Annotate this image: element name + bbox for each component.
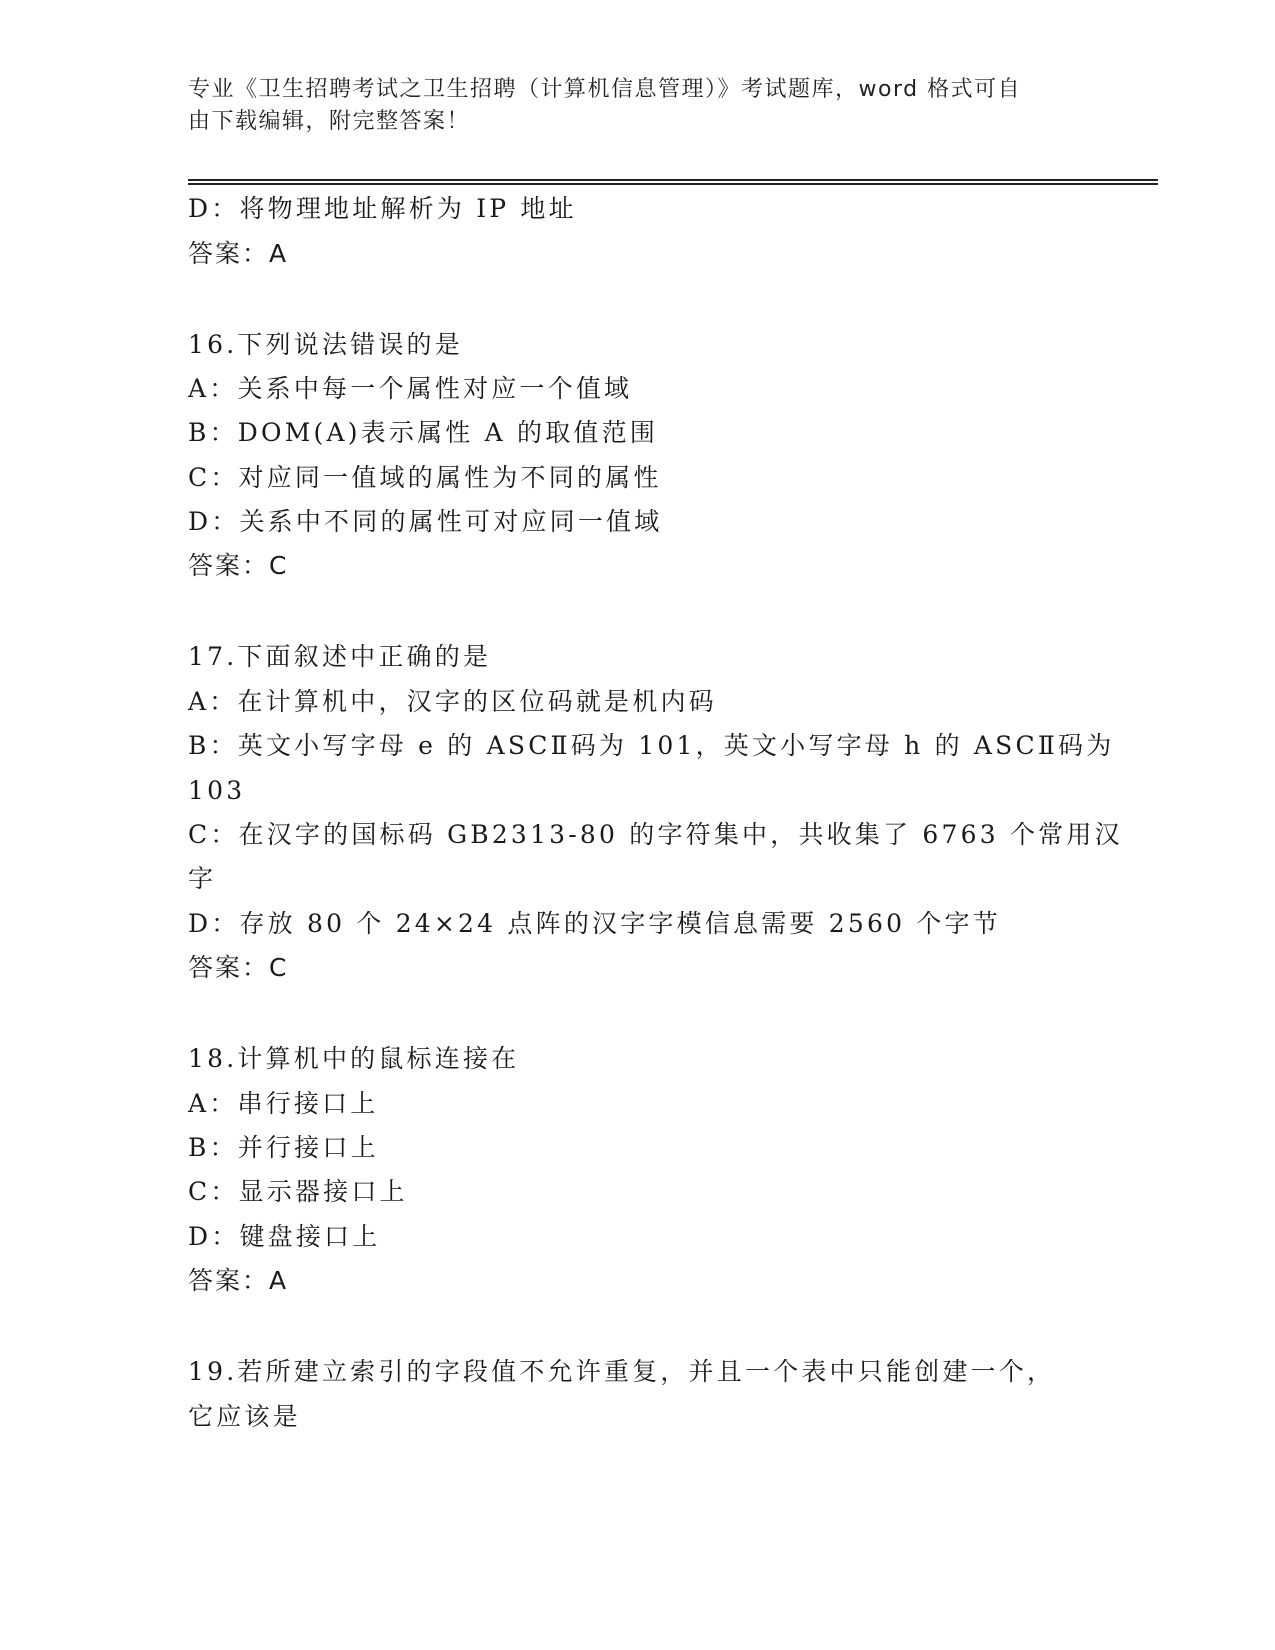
header-divider-bottom [188, 183, 1158, 185]
option-a-q16: A：关系中每一个属性对应一个值域 [188, 374, 633, 403]
header-line-1: 专业《卫生招聘考试之卫生招聘（计算机信息管理）》考试题库，word 格式可自 [188, 77, 1022, 102]
option-c-q16: C：对应同一值域的属性为不同的属性 [188, 463, 662, 492]
question-16: 16.下列说法错误的是 [188, 330, 463, 359]
option-c-q17: C：在汉字的国标码 GB2313-80 的字符集中，共收集了 6763 个常用汉 [188, 820, 1123, 849]
answer-q17: 答案：C [188, 953, 289, 982]
option-c-q17-cont: 字 [188, 864, 217, 893]
option-d-q17: D：存放 80 个 24×24 点阵的汉字字模信息需要 2560 个字节 [188, 909, 1001, 938]
header-divider-top [188, 179, 1158, 181]
option-a-q17: A：在计算机中，汉字的区位码就是机内码 [188, 687, 717, 716]
option-a-q18: A：串行接口上 [188, 1089, 379, 1118]
header-line-2: 由下载编辑，附完整答案！ [188, 109, 471, 134]
option-c-q18: C：显示器接口上 [188, 1177, 408, 1206]
question-19: 19.若所建立索引的字段值不允许重复，并且一个表中只能创建一个， [188, 1357, 1056, 1386]
answer-q18: 答案：A [188, 1266, 289, 1295]
option-d-q18: D：键盘接口上 [188, 1222, 381, 1251]
option-b-q18: B：并行接口上 [188, 1133, 379, 1162]
answer-q16: 答案：C [188, 551, 289, 580]
option-d-q15: D：将物理地址解析为 IP 地址 [188, 194, 577, 223]
option-b-q17: B：英文小写字母 e 的 ASCⅡ码为 101，英文小写字母 h 的 ASCⅡ码为 [188, 731, 1115, 760]
question-17: 17.下面叙述中正确的是 [188, 642, 492, 671]
option-b-q16: B：DOM(A)表示属性 A 的取值范围 [188, 418, 659, 447]
question-18: 18.计算机中的鼠标连接在 [188, 1044, 520, 1073]
question-19-cont: 它应该是 [188, 1402, 301, 1431]
option-d-q16: D：关系中不同的属性可对应同一值域 [188, 507, 663, 536]
answer-q15: 答案：A [188, 239, 289, 268]
option-b-q17-cont: 103 [188, 776, 246, 805]
document-header [188, 74, 1088, 138]
